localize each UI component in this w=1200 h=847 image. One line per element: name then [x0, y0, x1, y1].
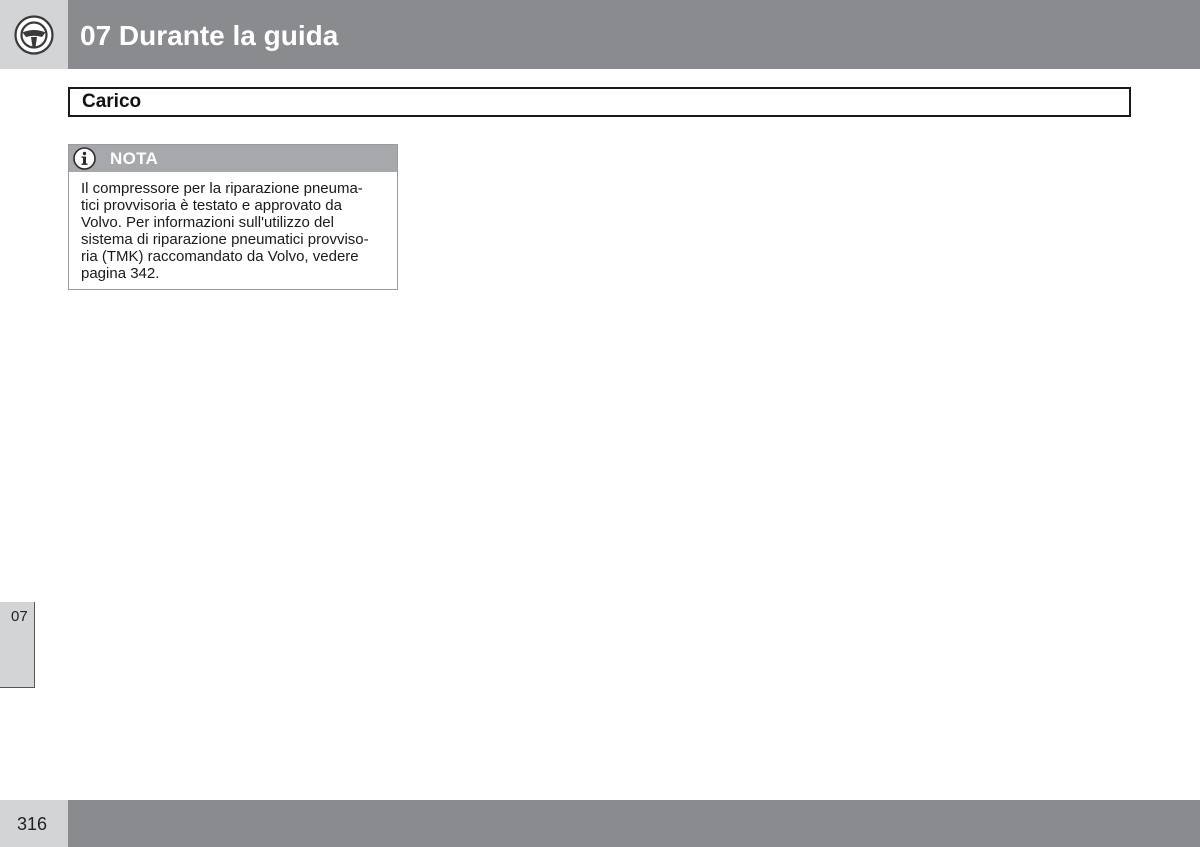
header-icon-box: [0, 0, 68, 69]
page-number-box: [0, 800, 68, 847]
page-number: 316: [17, 814, 48, 834]
note-line: pagina 342.: [81, 265, 160, 282]
note-line: Il compressore per la riparazione pneuma-: [81, 180, 363, 197]
note-box: [68, 144, 398, 290]
note-line: ria (TMK) raccomandato da Volvo, vedere: [81, 248, 359, 265]
note-text: [69, 172, 397, 282]
section-title: Carico: [82, 91, 142, 112]
section-heading-box: [68, 87, 1131, 117]
note-label: NOTA: [110, 149, 159, 168]
chapter-title: 07 Durante la guida: [80, 20, 339, 51]
note-header: [69, 145, 397, 172]
note-line: Volvo. Per informazioni sull'utilizzo del: [81, 214, 334, 231]
steering-wheel-icon: [14, 15, 54, 55]
info-icon: [73, 147, 96, 170]
chapter-tab-label: 07: [11, 608, 28, 625]
note-line: tici provvisoria è testato e approvato da: [81, 197, 342, 214]
chapter-tab: [0, 602, 35, 688]
footer-bar: [68, 800, 1200, 847]
note-line: sistema di riparazione pneumatici provviso-: [81, 231, 369, 248]
